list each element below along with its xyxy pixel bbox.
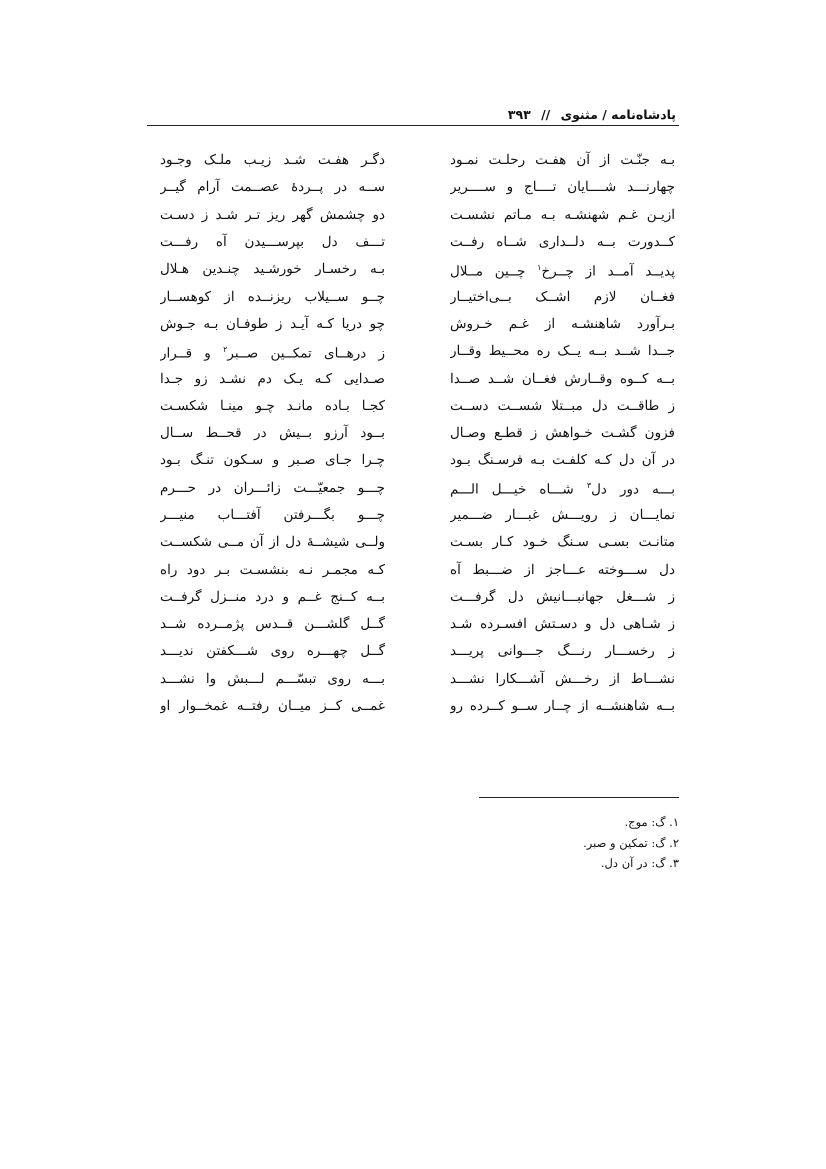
hemistich-second — [160, 502, 385, 529]
page-header — [147, 103, 679, 125]
hemistich-text: کــدورت بــه دلــداری شــاه رفــت — [450, 234, 675, 251]
hemistich-second — [160, 311, 385, 338]
hemistich-text: فزون گشـت خـواهش ز قطـع وصـال — [450, 425, 675, 442]
footnote-rule — [479, 797, 679, 798]
hemistich-second — [160, 366, 385, 393]
hemistich-first — [450, 529, 675, 556]
hemistich-text: چـــو جمعیّـــت زائـــران در حـــرم — [160, 479, 385, 496]
hemistich-text: ز شـــغل جهانبـــانیش دل گرفـــت — [450, 588, 675, 605]
hemistich-text: کجـا بـاده مانـد چـو مینـا شکسـت — [160, 397, 385, 414]
hemistich-text: ز درهــای تمکــین صــبر — [227, 345, 385, 362]
footnote-1: ۱. گ: موج. — [624, 815, 679, 829]
verse-row — [160, 556, 675, 583]
hemistich-text: ازیـن غـم شهنشـه بـه مـاتم نشسـت — [450, 206, 675, 223]
hemistich-second — [160, 174, 385, 201]
hemistich-first — [450, 611, 675, 638]
hemistich-first — [450, 254, 675, 286]
verse-row — [160, 502, 675, 529]
hemistich-first — [450, 202, 675, 229]
hemistich-text: کـه مجمـر نـه بنشسـت بـر دود راه — [160, 561, 385, 578]
verse-row — [160, 365, 675, 392]
hemistich-text: صـدایی کـه یـک دم نشـد زو جـدا — [160, 370, 385, 387]
hemistich-text: بـــه دور دل — [591, 481, 675, 498]
hemistich-first — [450, 693, 675, 720]
hemistich-text: بـــه روی تبسّـــم لـــبش وا نشـــد — [160, 670, 385, 687]
verse-row — [160, 475, 675, 502]
hemistich-text: گــل گلشـــن قــدس پژمــرده شــد — [160, 616, 385, 633]
verse-row — [160, 611, 675, 638]
hemistich-first — [450, 174, 675, 201]
hemistich-text: پدیــد آمــد از چــرخ — [541, 263, 675, 280]
hemistich-second — [160, 693, 385, 720]
hemistich-text: متانـت بسـی سـنگ خـود کـار بسـت — [450, 534, 675, 551]
hemistich-second — [160, 638, 385, 665]
hemistich-second — [160, 420, 385, 447]
verse-row — [160, 529, 675, 556]
verse-row — [160, 256, 675, 283]
hemistich-text: بـه جنّـت از آن هفـت رحلـت نمـود — [450, 152, 675, 169]
hemistich-text: چــو ســیلاب ریزنــده از کوهســار — [160, 288, 385, 305]
hemistich-second — [160, 584, 385, 611]
verse-row — [160, 420, 675, 447]
hemistich-text: غمــی کــز میــان رفتــه غمخــوار او — [160, 698, 385, 715]
hemistich-text: بـه رخسـار خورشـید چنـدین هـلال — [160, 261, 385, 278]
verse-row — [160, 311, 675, 338]
hemistich-second — [160, 256, 385, 283]
hemistich-text: تـــف دل بپرســـیدن آه رفـــت — [160, 234, 385, 251]
hemistich-second — [160, 147, 385, 174]
hemistich-text: ز طاقــت دل مبــتلا شســت دســت — [450, 397, 675, 414]
hemistich-first — [450, 638, 675, 665]
hemistich-second — [160, 393, 385, 420]
hemistich-text: چهارنـــد شــــایان تــــاج و ســــریر — [450, 179, 675, 196]
verse-row — [160, 283, 675, 310]
hemistich-first — [450, 472, 675, 504]
hemistich-text: چـرا جـای صـبر و سـکون تنـگ بـود — [160, 452, 385, 469]
hemistich-second — [160, 336, 385, 368]
hemistich-text: ســه در پــردهٔ عصــمت آرام گیــر — [160, 179, 385, 196]
verse-row — [160, 638, 675, 665]
hemistich-text: بــود آرزو بــیش در قحــط ســال — [160, 425, 385, 442]
hemistich-text: چو دریا کـه آیـد ز طوفـان بـه جـوش — [160, 315, 385, 332]
verse-row — [160, 147, 675, 174]
verse-row — [160, 666, 675, 693]
hemistich-second — [160, 666, 385, 693]
footnotes — [379, 812, 679, 874]
footnote-2: ۲. گ: تمکین و صبر. — [583, 835, 679, 850]
hemistich-first — [450, 311, 675, 338]
running-title-group — [505, 107, 679, 122]
header-separator: // — [541, 106, 551, 122]
footnote-marker: ۳ — [586, 481, 592, 491]
hemistich-first — [450, 420, 675, 447]
hemistich-first — [450, 557, 675, 584]
poem-body — [160, 147, 675, 720]
verse-row — [160, 393, 675, 420]
hemistich-text: دگـر هفـت شـد زیـب ملـک وجـود — [160, 152, 385, 169]
hemistich-first — [450, 229, 675, 256]
running-title: پادشاه‌نامه / مثنوی — [560, 106, 676, 122]
hemistich-first — [450, 366, 675, 393]
hemistich-text: نمایـــان ز رویـــش غبـــار ضـــمیر — [450, 507, 675, 523]
hemistich-first — [450, 447, 675, 474]
hemistich-second — [160, 447, 385, 474]
footnote-marker: ۱ — [537, 263, 542, 273]
footnote-3: ۳. گ: در آن دل. — [600, 856, 679, 870]
hemistich-text: ولــی شیشــهٔ دل از آن مــی شکســت — [160, 534, 385, 551]
page-number: ۳۹۳ — [507, 106, 531, 122]
hemistich-first — [450, 147, 675, 174]
hemistich-second — [160, 202, 385, 229]
hemistich-text: بـرآورد شاهنشـه از غـم خـروش — [450, 315, 675, 332]
hemistich-first — [450, 284, 675, 311]
hemistich-second — [160, 557, 385, 584]
hemistich-first — [450, 393, 675, 420]
hemistich-text: بــه کــنج غــم و درد منــزل گرفــت — [160, 588, 385, 605]
verse-row — [160, 229, 675, 256]
hemistich-first — [450, 584, 675, 611]
hemistich-first — [450, 502, 675, 529]
hemistich-text: نشـــاط از رخـــش آشـــکارا نشـــد — [450, 670, 675, 687]
hemistich-text: فغــان لازم اشــک بــی‌اختیــار — [450, 288, 675, 305]
verse-row — [160, 202, 675, 229]
verse-row — [160, 338, 675, 365]
hemistich-first — [450, 338, 675, 365]
hemistich-second — [160, 611, 385, 638]
hemistich-first — [450, 666, 675, 693]
hemistich-text-end: و قــرار — [160, 345, 211, 362]
hemistich-text-end: چــین مــلال — [450, 263, 526, 280]
hemistich-text: ز شـاهی دل و دسـتش افسـرده شـد — [450, 616, 675, 633]
hemistich-text: بــه کــوه وقــارش فغــان شــد صــدا — [450, 370, 675, 387]
hemistich-second — [160, 475, 385, 502]
verse-row — [160, 174, 675, 201]
verse-row — [160, 693, 675, 720]
hemistich-text: بــه شاهنشــه از چــار ســو کــرده رو — [450, 698, 675, 715]
hemistich-second — [160, 529, 385, 556]
verse-row — [160, 447, 675, 474]
hemistich-text: جــدا شــد بــه یــک ره محــیط وقــار — [450, 343, 675, 360]
hemistich-text: دو چشمش گهر ریز تـر شـد ز دسـت — [160, 206, 385, 223]
hemistich-second — [160, 284, 385, 311]
hemistich-text: دل ســـوخته عـــاجز از ضـــبط آه — [450, 561, 675, 578]
hemistich-text-end: شـــاه خیـــل الـــم — [450, 481, 574, 498]
hemistich-text: گــل چهـــره روی شـــکفتن ندیـــد — [160, 643, 385, 660]
hemistich-text: در آن دل کـه کلفـت بـه فرسـنگ بـود — [450, 452, 675, 469]
hemistich-text: ز رخســـار رنـــگ جـــوانی پریـــد — [450, 643, 675, 660]
footnote-marker: ۲ — [223, 344, 228, 354]
verse-row — [160, 584, 675, 611]
hemistich-second — [160, 229, 385, 256]
hemistich-text: چـــو بگـــرفتن آفتـــاب منیـــر — [160, 507, 385, 523]
header-rule — [147, 125, 679, 126]
